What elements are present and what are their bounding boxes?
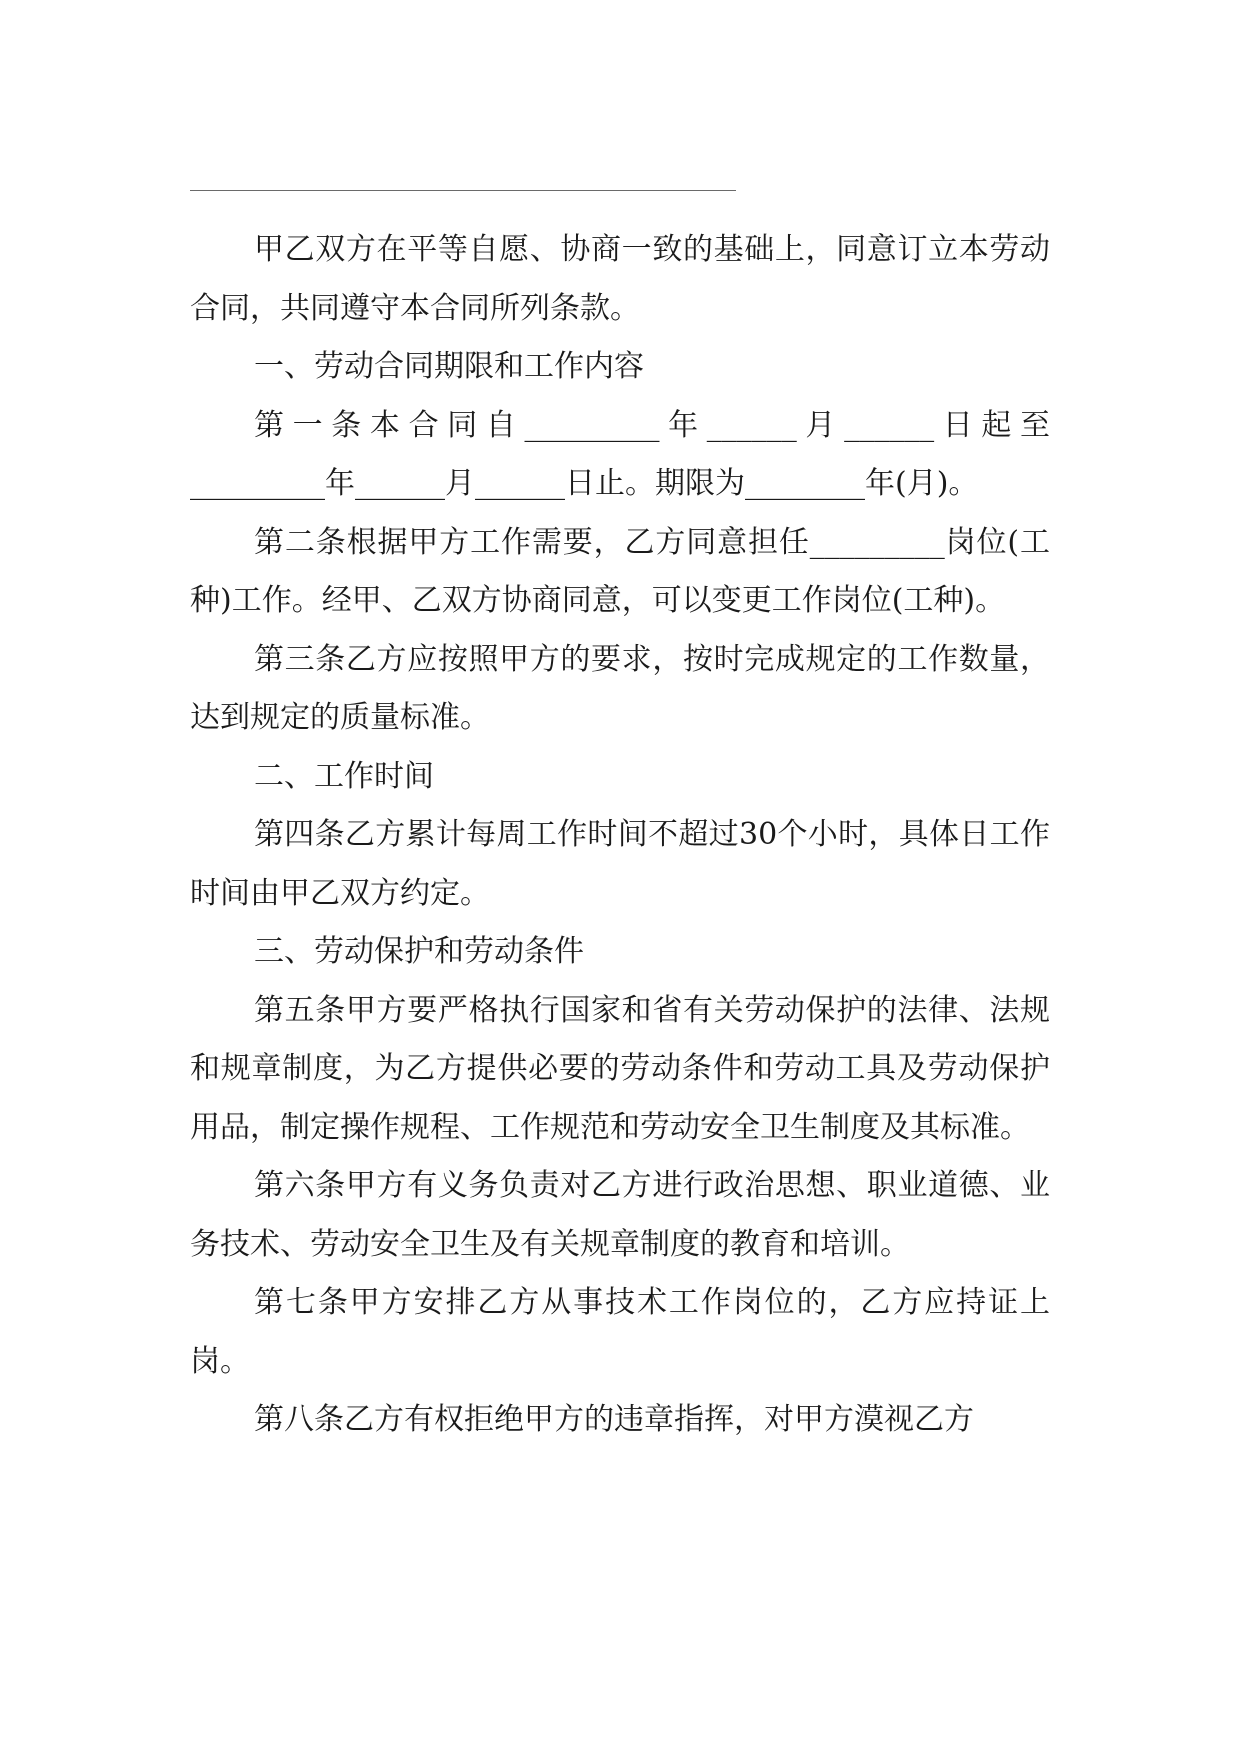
article-1: 第一条本合同自_________年______月______日起至_________年______月______日止。期限为________年(月)。 [190, 407, 1050, 501]
top-divider-line [190, 190, 736, 191]
article-2: 第二条根据甲方工作需要，乙方同意担任_________岗位(工种)工作。经甲、乙双方协商同意，可以变更工作岗位(工种)。 [190, 524, 1050, 618]
article-8: 第八条乙方有权拒绝甲方的违章指挥，对甲方漠视乙方 [254, 1402, 974, 1437]
article-3: 第三条乙方应按照甲方的要求，按时完成规定的工作数量，达到规定的质量标准。 [190, 641, 1050, 735]
article-5: 第五条甲方要严格执行国家和省有关劳动保护的法律、法规和规章制度，为乙方提供必要的劳动条件和劳动工具及劳动保护用品，制定操作规程、工作规范和劳动安全卫生制度及其标准。 [190, 992, 1050, 1145]
document-page [190, 190, 1050, 1450]
section-heading-1: 一、劳动合同期限和工作内容 [254, 349, 644, 384]
article-7: 第七条甲方安排乙方从事技术工作岗位的，乙方应持证上岗。 [190, 1285, 1050, 1379]
paragraph-intro: 甲乙双方在平等自愿、协商一致的基础上，同意订立本劳动合同，共同遵守本合同所列条款。 [190, 232, 1050, 326]
article-4: 第四条乙方累计每周工作时间不超过30个小时，具体日工作时间由甲乙双方约定。 [190, 817, 1050, 911]
section-heading-3: 三、劳动保护和劳动条件 [254, 934, 584, 969]
article-6: 第六条甲方有义务负责对乙方进行政治思想、职业道德、业务技术、劳动安全卫生及有关规章制度的教育和培训。 [190, 1168, 1050, 1262]
section-heading-2: 二、工作时间 [254, 758, 434, 794]
